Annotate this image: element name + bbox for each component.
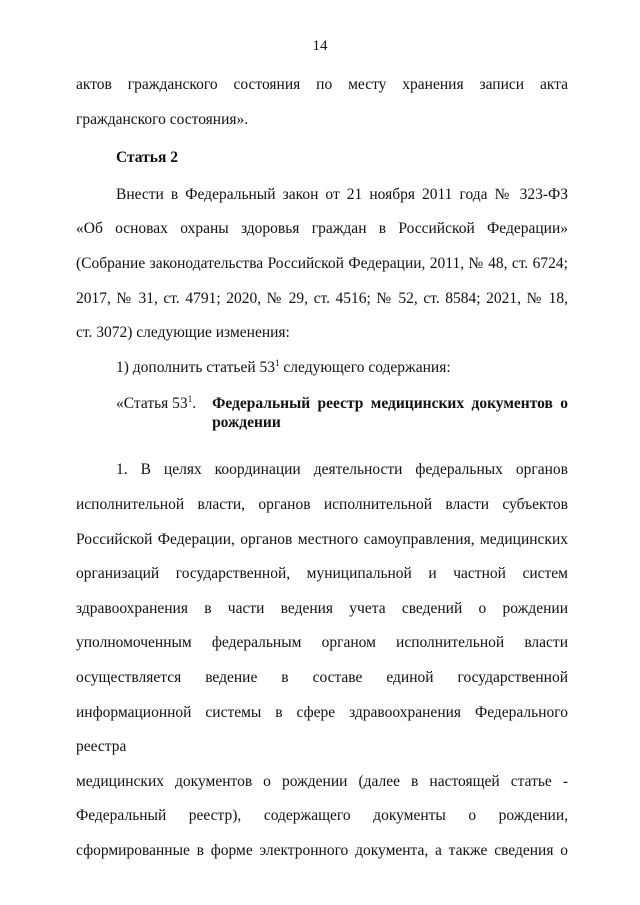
article-prefix-text: «Статья 53 xyxy=(116,395,188,413)
amendment-item-text: 1) дополнить статьей 53 xyxy=(116,358,276,376)
text-line: Федеральный реестр), содержащего документы о рождении, xyxy=(76,807,568,825)
text-line: сформированные в форме электронного документа, а также сведения о xyxy=(76,841,568,859)
text-line: 2017, № 31, ст. 4791; 2020, № 29, ст. 4516; № 52, ст. 8584; 2021, № 18, xyxy=(76,289,568,307)
article-prefix-dot: . xyxy=(192,395,197,413)
text-line: Российской Федерации, органов местного самоуправления, медицинских xyxy=(76,530,568,548)
text-line: медицинских документов о рождении (далее в настоящей статье - xyxy=(76,772,568,790)
text-line: исполнительной власти, органов исполнительной власти субъектов xyxy=(76,495,568,513)
superscript: 1 xyxy=(187,394,193,405)
article-53-1-title xyxy=(116,385,568,453)
article-name-line: Федеральный реестр медицинских документов о xyxy=(212,395,568,413)
text-line: здравоохранения в части ведения учета сведений о рождении xyxy=(76,599,568,617)
article-heading: Статья 2 xyxy=(116,149,178,167)
amendment-item-text-end: следующего содержания: xyxy=(279,358,451,376)
text-line: информационной системы в сфере здравоохранения Федерального реестра xyxy=(76,703,568,756)
text-line: актов гражданского состояния по месту хранения записи акта xyxy=(76,76,568,93)
document-body xyxy=(76,68,568,868)
article-prefix xyxy=(116,394,196,413)
article-name xyxy=(212,394,568,432)
text-line: 1. В целях координации деятельности федеральных органов xyxy=(116,461,568,479)
article-name-line: рождении xyxy=(212,414,281,432)
superscript: 1 xyxy=(275,357,280,368)
text-line: Внести в Федеральный закон от 21 ноября 2011 года № 323-ФЗ xyxy=(116,185,568,203)
text-line: организаций государственной, муниципальной и частной систем xyxy=(76,565,568,583)
text-line: (Собрание законодательства Российской Федерации, 2011, № 48, ст. 6724; xyxy=(76,254,568,272)
text-line: осуществляется ведение в составе единой государственной xyxy=(76,668,568,686)
page-number: 14 xyxy=(312,38,328,54)
text-line: «Об основах охраны здоровья граждан в Российской Федерации» xyxy=(76,220,568,238)
text-line: ст. 3072) следующие изменения: xyxy=(76,324,290,342)
text-line: уполномоченным федеральным органом исполнительной власти xyxy=(76,634,568,652)
text-line: гражданского состояния». xyxy=(76,110,249,128)
amendment-item xyxy=(76,351,568,386)
